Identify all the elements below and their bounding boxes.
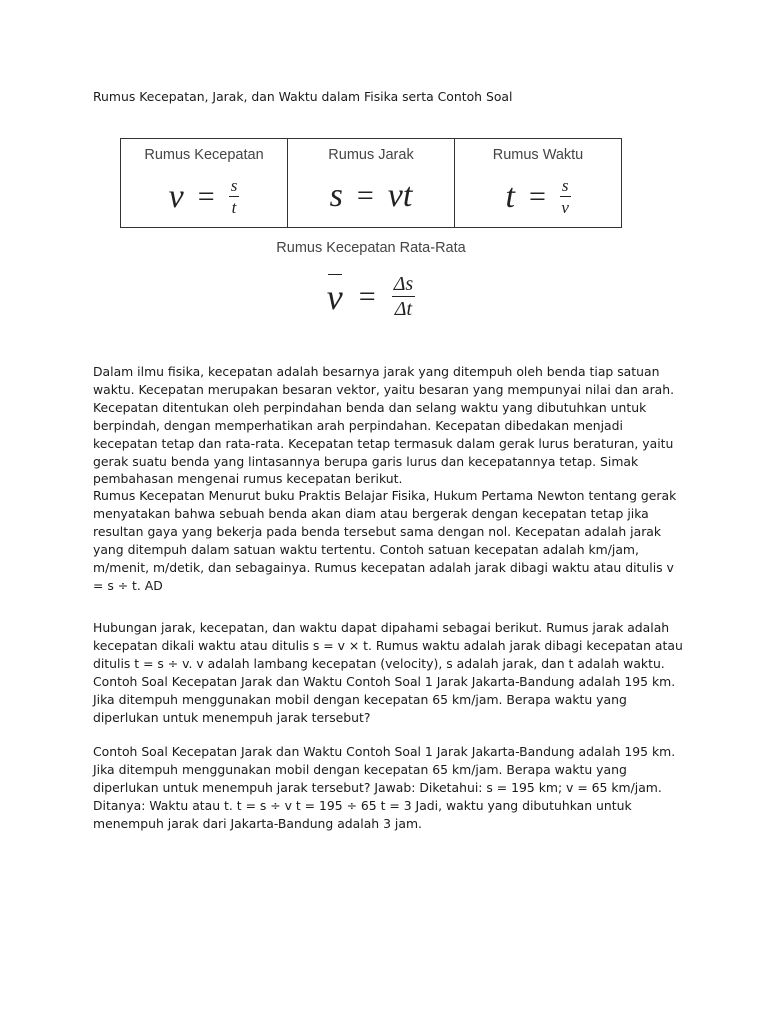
paragraph-1: Dalam ilmu fisika, kecepatan adalah besarnya jarak yang ditempuh oleh benda tiap satuan waktu. Kecepatan merupakan besaran vektor, yaitu besaran yang mempunyai nilai dan arah. Kecepatan ditentukan oleh perpindahan benda dan selang waktu yang dibutuhkan untuk berpindah, dengan memperhatikan arah perpindahan. Kecepatan dibedakan menjadi kecepatan tetap dan rata-rata. Kecepatan tetap termasuk dalam gerak lurus beraturan, yaitu gerak suatu benda yang lintasannya berupa garis lurus dan kecepatannya tetap. Simak pembahasan mengenai rumus kecepatan berikut. — [93, 364, 675, 487]
fraction-numerator: Δs — [393, 273, 414, 295]
formula-lhs: t — [505, 177, 515, 215]
formula-equals: = — [358, 279, 376, 313]
formula-equals: = — [528, 179, 546, 213]
fraction-numerator: s — [230, 176, 238, 195]
formula-label-kecepatan: Rumus Kecepatan — [144, 147, 264, 163]
formula-kecepatan — [121, 177, 287, 216]
fraction-denominator: Δt — [394, 298, 413, 320]
formula-cell-kecepatan — [121, 139, 288, 227]
formula-label-jarak: Rumus Jarak — [328, 147, 414, 163]
formula-rata-rata — [118, 274, 624, 319]
paragraph-4: Contoh Soal Kecepatan Jarak dan Waktu Contoh Soal 1 Jarak Jakarta-Bandung adalah 195 km. Jika ditempuh menggunakan mobil dengan kecepatan 65 km/jam. Berapa waktu yang diperlukan untuk menempuh jarak tersebut? Jawab: Diketahui: s = 195 km; v = 65 km/jam. Ditanya: Waktu atau t. t = s ÷ v t = 195 ÷ 65 t = 3 Jadi, waktu yang dibutuhkan untuk menempuh jarak dari Jakarta-Bandung adalah 3 jam. — [93, 744, 676, 831]
formula-lhs: s — [329, 177, 343, 214]
formula-label-rata-rata: Rumus Kecepatan Rata-Rata — [276, 240, 466, 256]
formula-equals: = — [356, 179, 374, 212]
formula-jarak — [288, 177, 454, 215]
paragraph-3: Hubungan jarak, kecepatan, dan waktu dapat dipahami sebagai berikut. Rumus jarak adalah kecepatan dikali waktu atau ditulis s = v × t. Rumus waktu adalah jarak dibagi kecepatan atau ditulis t = s ÷ v. v adalah lambang kecepatan (velocity), s adalah jarak, dan t adalah waktu. Contoh Soal Kecepatan Jarak dan Waktu Contoh Soal 1 Jarak Jakarta-Bandung adalah 195 km. Jika ditempuh menggunakan mobil dengan kecepatan 65 km/jam. Berapa waktu yang diperlukan untuk menempuh jarak tersebut? — [93, 620, 683, 725]
fraction-denominator: t — [231, 198, 237, 217]
formula-lhs: v — [168, 177, 184, 215]
formula-cell-jarak — [288, 139, 455, 227]
formula-equals: = — [197, 179, 215, 213]
formula-fraction — [392, 274, 416, 319]
formula-fraction — [229, 177, 240, 216]
formula-rhs: vt — [387, 177, 413, 214]
document-title: Rumus Kecepatan, Jarak, dan Waktu dalam Fisika serta Contoh Soal — [93, 89, 513, 104]
formula-table — [120, 138, 622, 228]
fraction-denominator: v — [561, 198, 569, 217]
formula-lhs-vbar: v — [326, 276, 343, 317]
formula-fraction — [560, 177, 571, 216]
fraction-numerator: s — [561, 176, 569, 195]
formula-figure — [118, 136, 624, 326]
formula-label-waktu: Rumus Waktu — [492, 147, 584, 163]
formula-cell-waktu — [455, 139, 621, 227]
paragraph-2: Rumus Kecepatan Menurut buku Praktis Belajar Fisika, Hukum Pertama Newton tentang gerak menyatakan bahwa sebuah benda akan diam atau bergerak dengan kecepatan tetap jika resultan gaya yang bekerja pada benda tersebut sama dengan nol. Kecepatan adalah jarak yang ditempuh dalam satuan waktu tertentu. Contoh satuan kecepatan adalah km/jam, m/menit, m/detik, dan sebagainya. Rumus kecepatan adalah jarak dibagi waktu atau ditulis v = s ÷ t. AD — [93, 488, 677, 593]
formula-waktu — [455, 177, 621, 216]
